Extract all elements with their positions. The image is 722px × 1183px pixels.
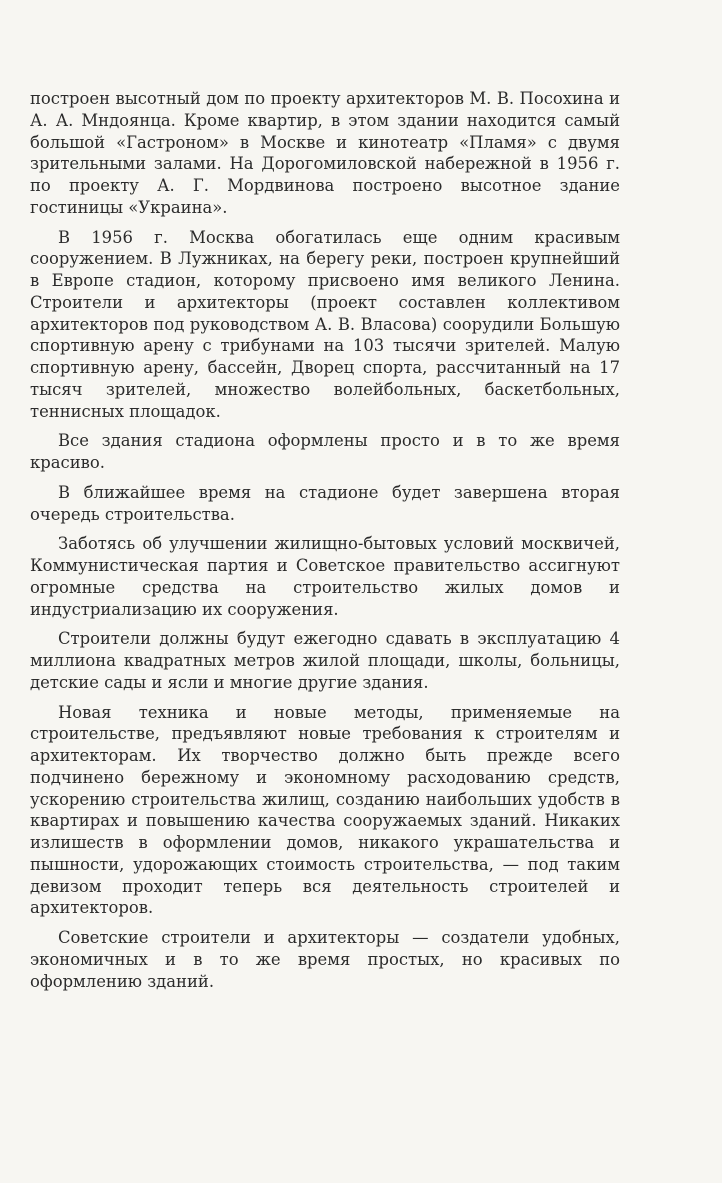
paragraph-2: В 1956 г. Москва обогатилась еще одним красивым сооружением. В Лужниках, на берегу реки, построен крупнейший в Европе стадион, которому присвоено имя великого Ленина. Строители и архитекторы (проект составлен коллективом архитекторов под руководством А. В. Власова) соорудили Большую спортивную арену с трибунами на 103 тысячи зрителей. Малую спортивную арену, бассейн, Дворец спорта, рассчитанный на 17 тысяч зрителей, множество волейбольных, баскетбольных, теннисных площадок. <box>30 227 620 421</box>
paragraph-5: Заботясь об улучшении жилищно-бытовых условий москвичей, Коммунистическая партия и Советское правительство ассигнуют огромные средства на строительство жилых домов и индустриализацию их сооружения. <box>30 534 620 619</box>
paragraph-4: В ближайшее время на стадионе будет завершена вторая очередь строительства. <box>30 482 620 524</box>
paragraph-1: построен высотный дом по проекту архитекторов М. В. Посохина и А. А. Мндоянца. Кроме квартир, в этом здании находится самый большой «Гастроном» в Москве и кинотеатр «Пламя» с двумя зрительными залами. На Дорогомиловской набережной в 1956 г. по проекту А. Г. Мордвинова построено высотное здание гостиницы «Украина». <box>30 89 620 217</box>
paragraph-3: Все здания стадиона оформлены просто и в то же время красиво. <box>30 431 620 472</box>
paragraph-6: Строители должны будут ежегодно сдавать в эксплуатацию 4 миллиона квадратных метров жилой площади, школы, больницы, детские сады и ясли и многие другие здания. <box>30 629 620 692</box>
document-page <box>30 88 620 1000</box>
paragraph-8: Советские строители и архитекторы — создатели удобных, экономичных и в то же время простых, но красивых по оформлению зданий. <box>30 928 620 991</box>
paragraph-7: Новая техника и новые методы, применяемые на строительстве, предъявляют новые требования к строителям и архитекторам. Их творчество должно быть прежде всего подчинено бережному и экономному расходованию средств, ускорению строительства жилищ, созданию наибольших удобств в квартирах и повышению качества сооружаемых зданий. Никаких излишеств в оформлении домов, никакого украшательства и пышности, удорожающих стоимость строительства, — под таким девизом проходит теперь вся деятельность строителей и архитекторов. <box>30 702 620 918</box>
